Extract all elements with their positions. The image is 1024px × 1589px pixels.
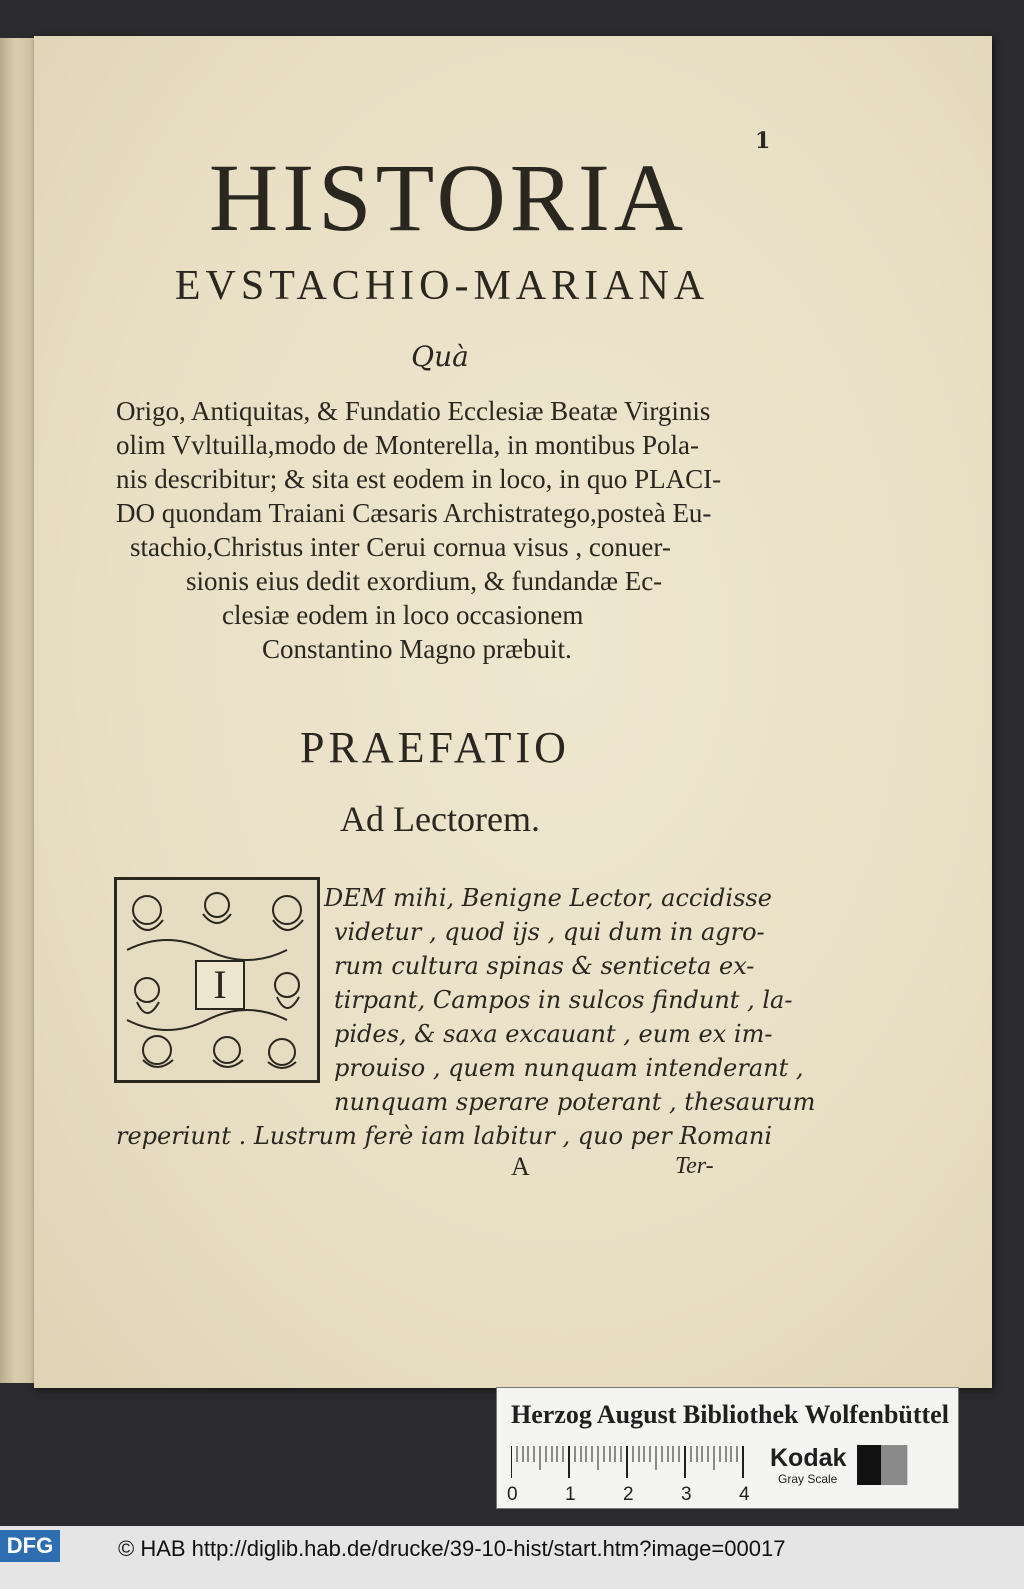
ruler-scale-icon — [511, 1444, 751, 1484]
qua-word: Quà — [411, 340, 469, 373]
gray-scale-label: Gray Scale — [778, 1472, 838, 1486]
library-name: Herzog August Bibliothek Wolfenbüttel — [511, 1400, 949, 1429]
body-line: videtur , quod ijs , qui dum in agro- — [334, 918, 765, 946]
folio-number: 1 — [755, 128, 771, 154]
copyright-link[interactable]: © HAB http://diglib.hab.de/drucke/39-10-hist/start.htm?image=00017 — [118, 1536, 786, 1561]
ad-lectorem-heading: Ad Lectorem. — [340, 799, 540, 839]
title-main: HISTORIA — [208, 144, 688, 251]
subtitle-line: clesiæ eodem in loco occasionem — [222, 600, 584, 630]
subtitle-line: stachio,Christus inter Cerui cornua visus , conuer- — [130, 532, 671, 562]
signature-mark: A — [511, 1152, 530, 1181]
kodak-label: Kodak — [770, 1444, 847, 1472]
white-swatch — [907, 1445, 938, 1485]
body-line: prouiso , quem nunquam intenderant , — [334, 1054, 804, 1082]
viewer-footer — [0, 1526, 1024, 1589]
ruler-number: 1 — [565, 1484, 576, 1505]
library-color-card — [496, 1387, 959, 1509]
subtitle-line: nis describitur; & sita est eodem in loco, in quo PLACI- — [116, 464, 722, 494]
body-line: rum cultura spinas & senticeta ex- — [334, 952, 755, 980]
ruler-number: 4 — [739, 1484, 750, 1505]
subtitle-line: DO quondam Traiani Cæsaris Archistratego,posteà Eu- — [116, 498, 712, 528]
black-swatch — [857, 1445, 881, 1485]
ruler-number: 2 — [623, 1484, 634, 1505]
praefatio-heading: PRAEFATIO — [300, 723, 570, 772]
gray-swatch — [881, 1445, 907, 1485]
decorated-initial — [114, 877, 320, 1083]
body-line: tirpant, Campos in sulcos findunt , la- — [334, 986, 793, 1014]
body-line: reperiunt . Lustrum ferè iam labitur , quo per Romani — [116, 1122, 773, 1150]
title-sub: EVSTACHIO-MARIANA — [174, 263, 710, 309]
body-line: pides, & saxa excauant , eum ex im- — [334, 1020, 773, 1048]
subtitle-line: Constantino Magno præbuit. — [262, 634, 572, 664]
subtitle-line: olim Vvltuilla,modo de Monterella, in montibus Pola- — [116, 430, 699, 460]
catchword: Ter- — [675, 1153, 714, 1179]
initial-letter: I — [195, 960, 245, 1010]
body-line: DEM mihi, Benigne Lector, accidisse — [324, 884, 772, 912]
previous-page-edge — [0, 38, 35, 1383]
ruler-number: 0 — [507, 1484, 518, 1505]
subtitle-line: Origo, Antiquitas, & Fundatio Ecclesiæ Beatæ Virginis — [116, 396, 711, 426]
body-line: nunquam sperare poterant , thesaurum — [334, 1088, 816, 1116]
dfg-logo: DFG — [0, 1530, 60, 1562]
subtitle-line: sionis eius dedit exordium, & fundandæ Ec- — [186, 566, 663, 596]
ruler-number: 3 — [681, 1484, 692, 1505]
